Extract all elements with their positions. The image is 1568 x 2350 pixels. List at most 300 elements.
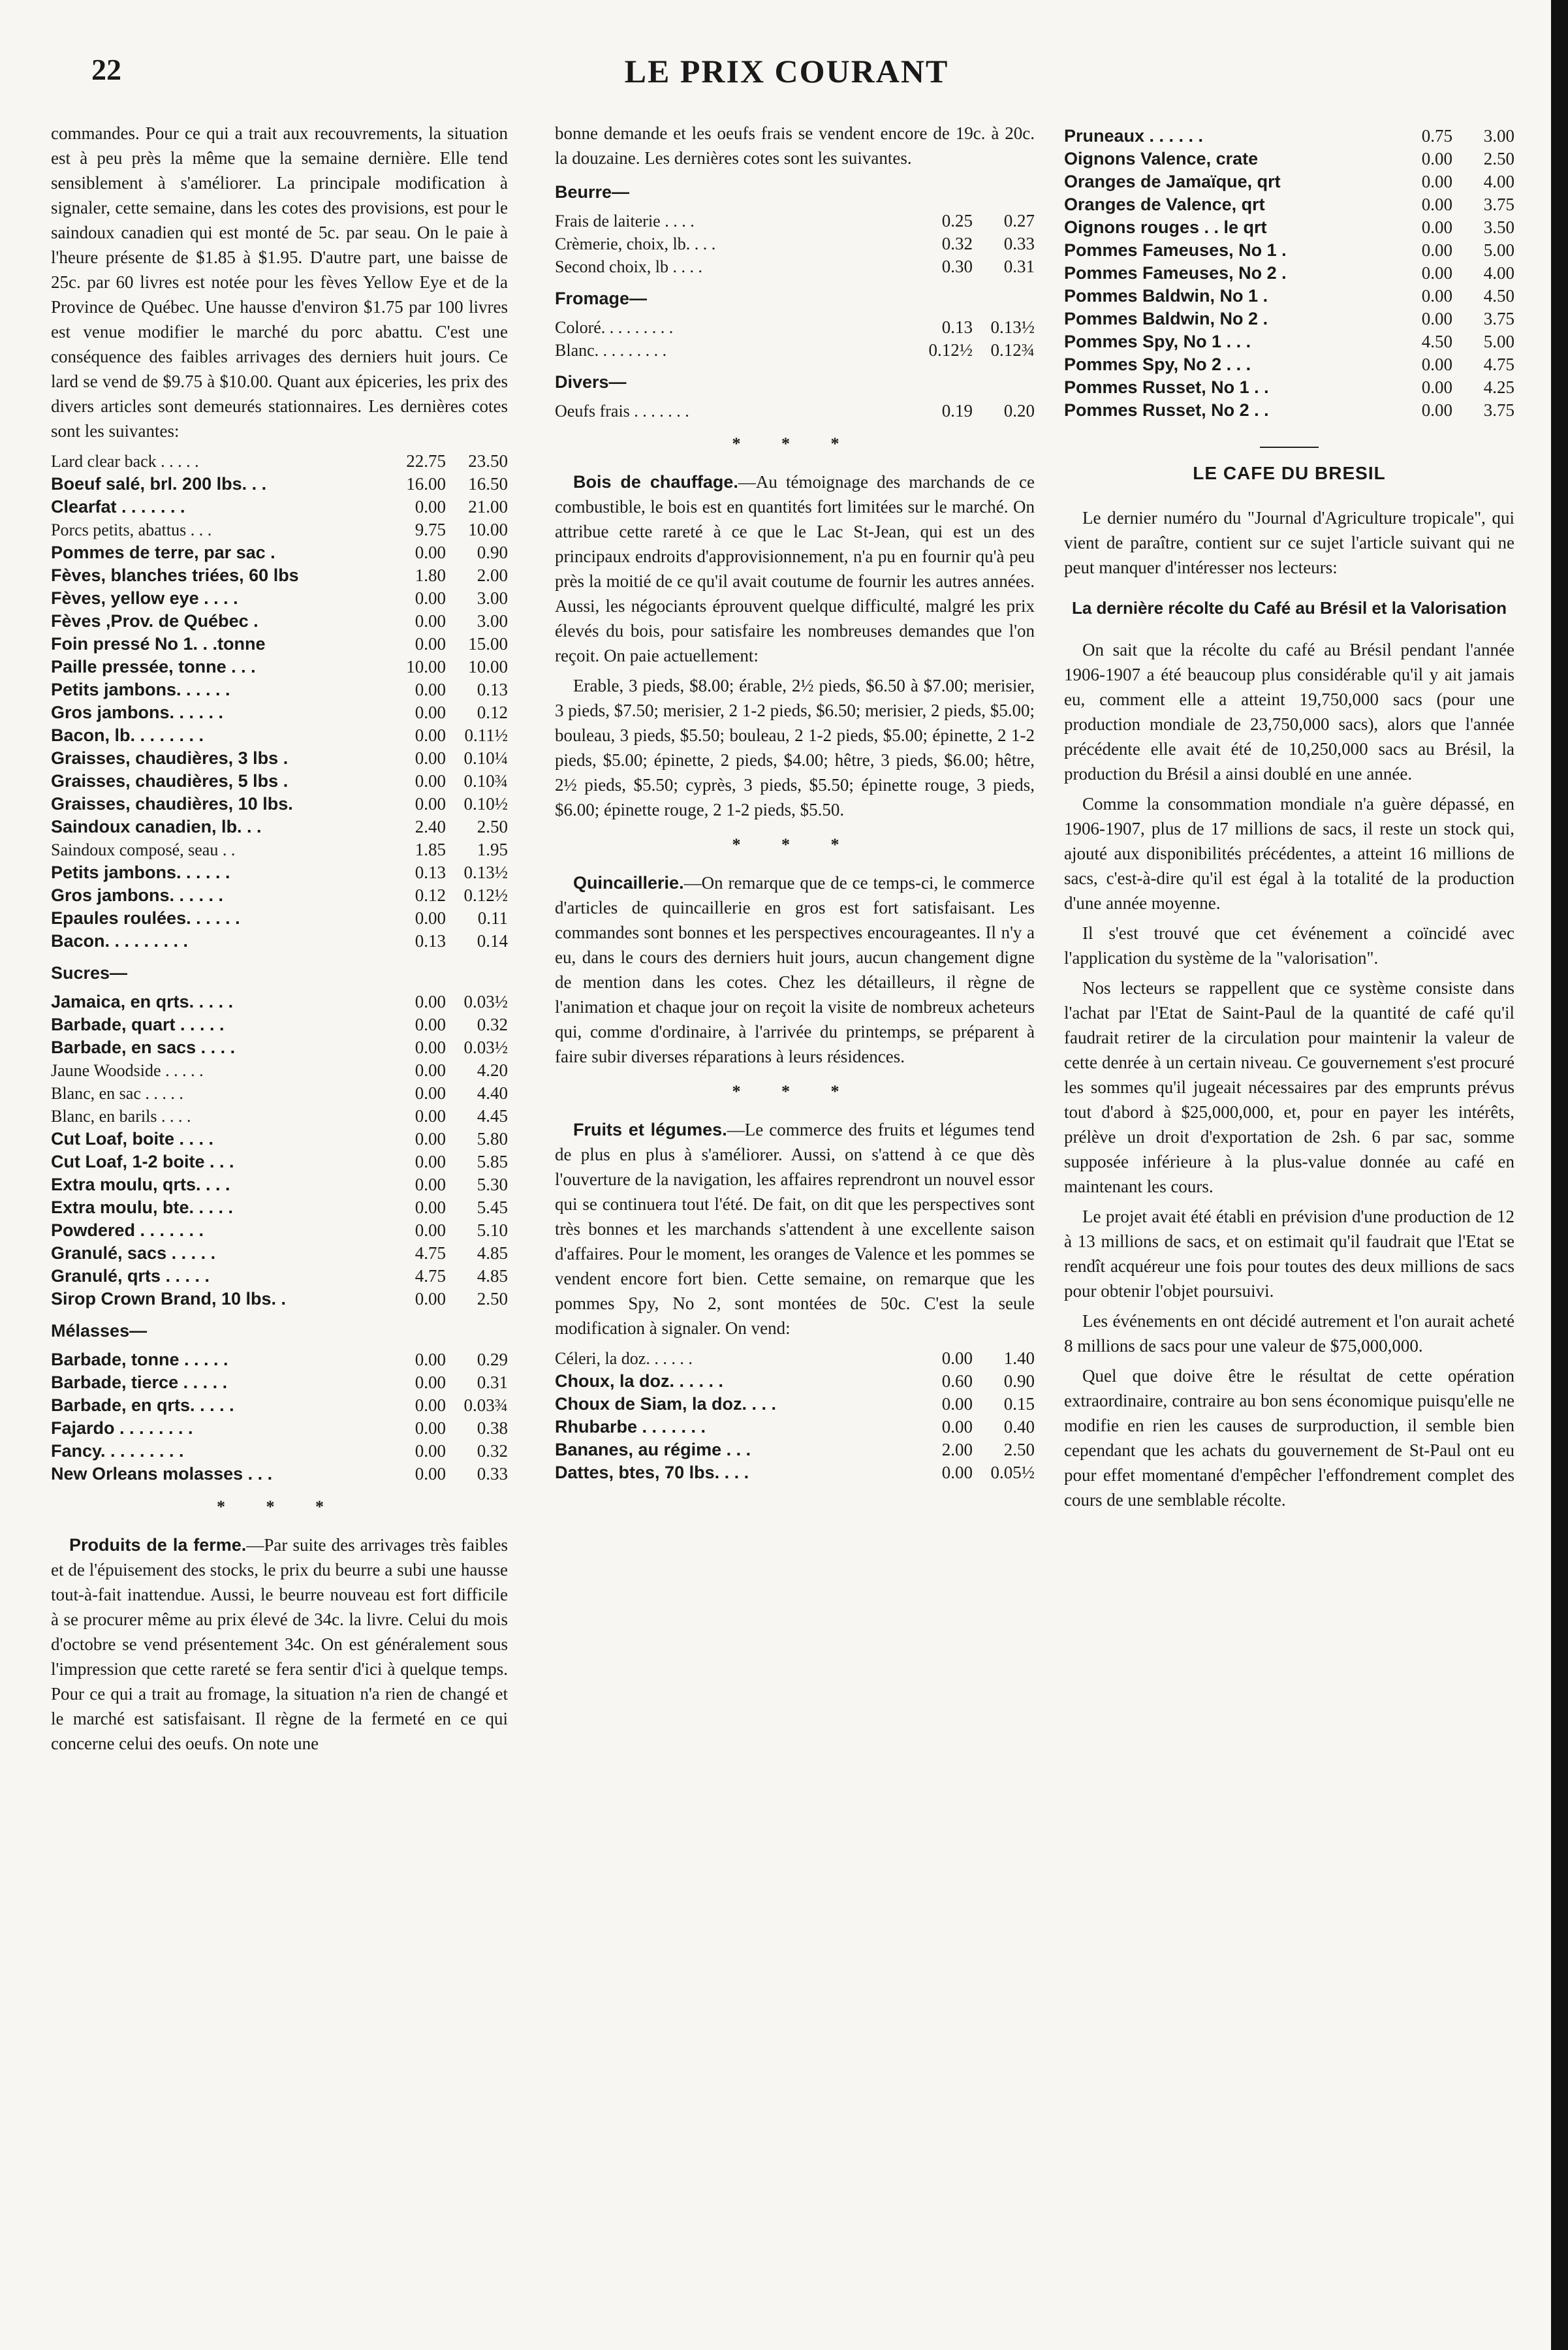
ferme-text: —Par suite des arrivages très faibles et de l'épuisement des stocks, le prix du beurre a subi une hausse tout-à-fait inattendue. Aussi, le beurre nouveau est fort difficile à se procurer même au prix élevé de 34c. la livre. Celui du mois d'octobre se vend présentement 34c. On est généralement sous l'impression que cette rareté se fera sentir d'ici à quelque temps. Pour ce qui a trait au fromage, la situation n'a rien de changé et le marché est satisfaisant. Il règne de la fermeté en ce qui concerne celui des oeufs. On note une: [51, 1535, 508, 1753]
price-low: 0.00: [415, 1175, 446, 1194]
price-row: [1064, 261, 1514, 283]
price-high: 10.00: [468, 657, 508, 676]
price-item-name: Dattes, btes, 70 lbs. . . .: [555, 1463, 749, 1482]
cafe-article-title: LE CAFE DU BRESIL: [1193, 463, 1386, 483]
price-item-name: Fancy. . . . . . . . .: [51, 1441, 184, 1461]
price-high: 0.12¾: [990, 340, 1035, 360]
price-high: 2.50: [1483, 149, 1514, 168]
price-item-name: Graisses, chaudières, 10 lbs.: [51, 794, 293, 814]
divider-rule: [1260, 447, 1319, 448]
price-item-name: Oignons Valence, crate: [1064, 149, 1259, 168]
price-row: [555, 1346, 1035, 1369]
price-row: [1064, 283, 1514, 306]
price-item-name: Rhubarbe . . . . . . .: [555, 1417, 706, 1437]
price-high: 10.00: [468, 520, 508, 539]
price-row: [51, 906, 508, 929]
price-row: [555, 1414, 1035, 1437]
price-item-name: Sirop Crown Brand, 10 lbs. .: [51, 1289, 287, 1309]
price-row: [51, 814, 508, 837]
price-low: 0.00: [1421, 400, 1452, 420]
price-row: [51, 1058, 508, 1081]
price-high: 2.50: [477, 1289, 508, 1309]
price-low: 0.00: [415, 748, 446, 768]
price-row: [555, 315, 1035, 338]
price-item-name: Petits jambons. . . . . .: [51, 680, 230, 699]
price-item-name: Fèves, yellow eye . . . .: [51, 588, 238, 608]
price-row: [51, 471, 508, 494]
price-high: 0.31: [477, 1373, 508, 1392]
price-item-name: Crèmerie, choix, lb. . . .: [555, 234, 716, 253]
price-row: [1064, 169, 1514, 192]
price-high: 4.00: [1483, 172, 1514, 191]
sucres-heading: Sucres—: [51, 963, 128, 983]
price-high: 4.75: [1483, 355, 1514, 374]
fruits-price-list: [1064, 123, 1514, 421]
price-item-name: Pommes Baldwin, No 2 .: [1064, 309, 1268, 328]
price-row: [51, 1393, 508, 1416]
provisions-intro: commandes. Pour ce qui a trait aux recouvrements, la situation est à peu près la même que la semaine dernière. Elle tend sensiblement à s'améliorer. La principale modification à signaler, cette semaine, dans les cotes des provisions, est pour le saindoux canadien qui est monté de 5c. par seau. On le paie à l'heure présente de $1.85 à $1.95. D'autre part, une baisse de 25c. par 60 livres est notée pour les fèves Yellow Eye et de la Province de Québec. Une hausse d'environ $1.75 par 100 livres est venue modifier le marché du porc abattu. C'est une conséquence des faibles arrivages des derniers huit jours. Ce lard se vend de $9.75 à $10.00. Quant aux épiceries, les prix des divers articles sont demeurés stationnaires. Les dernières cotes sont les suivantes:: [51, 123, 508, 441]
price-row: [51, 723, 508, 746]
price-row: [555, 1369, 1035, 1391]
provisions-price-list: [51, 449, 508, 951]
section-separator: * * *: [732, 1082, 858, 1101]
price-high: 0.29: [477, 1350, 508, 1369]
price-low: 22.75: [406, 451, 446, 471]
price-row: [1064, 375, 1514, 398]
price-item-name: Coloré. . . . . . . . .: [555, 318, 674, 337]
price-row: [51, 1286, 508, 1309]
price-high: 2.50: [477, 817, 508, 836]
price-low: 4.50: [1421, 332, 1452, 351]
price-item-name: Epaules roulées. . . . . .: [51, 908, 240, 928]
page-number: 22: [91, 53, 121, 86]
price-low: 0.00: [1421, 286, 1452, 306]
price-item-name: Porcs petits, abattus . . .: [51, 520, 212, 539]
price-row: [51, 1241, 508, 1263]
price-item-name: Pommes Russet, No 1 . .: [1064, 377, 1269, 397]
price-item-name: Barbade, en sacs . . . .: [51, 1038, 236, 1057]
price-item-name: Gros jambons. . . . . .: [51, 703, 224, 722]
price-high: 0.11: [477, 908, 508, 928]
price-item-name: Blanc, en barils . . . .: [51, 1107, 191, 1126]
price-high: 5.00: [1483, 332, 1514, 351]
price-item-name: Choux de Siam, la doz. . . .: [555, 1394, 777, 1414]
price-high: 2.50: [1003, 1440, 1035, 1459]
price-row: [51, 1012, 508, 1035]
price-row: [51, 1347, 508, 1370]
price-item-name: Barbade, tonne . . . . .: [51, 1350, 228, 1369]
column-left: [51, 121, 508, 1761]
price-low: 2.40: [415, 817, 446, 836]
price-item-name: Bananes, au régime . . .: [555, 1440, 751, 1459]
divers-price-list: [555, 398, 1035, 421]
price-high: 5.10: [477, 1220, 508, 1240]
price-low: 0.00: [415, 992, 446, 1011]
price-high: 3.00: [477, 588, 508, 608]
price-row: [51, 883, 508, 906]
cafe-article-body: [1064, 637, 1514, 1512]
price-item-name: Pommes Russet, No 2 . .: [1064, 400, 1269, 420]
price-low: 0.00: [415, 1418, 446, 1438]
article-paragraph: Nos lecteurs se rappellent que ce système consiste dans l'achat par l'Etat de Saint-Paul de la quantité de café qu'il faudrait retirer de la circulation pour maintenir la valeur de cette denrée à un certain niveau. Ce gouvernement s'est procuré les sommes qu'il jugeait nécessaires par des emprunts prévus tout d'abord à $25,000,000, et, pour en payer les intérêts, prélève un droit d'exportation de 2sh. 6 par sac, somme supposée inférieure à la plus-value donnée au café en maintenant les cours.: [1064, 978, 1514, 1196]
price-low: 0.00: [1421, 217, 1452, 237]
article-paragraph: Comme la consommation mondiale n'a guère dépassé, en 1906-1907, plus de 17 millions de sacs, il reste un stock qui, ajouté aux disponibilités précédentes, a atteint 16 millions de sacs, c'est-à-dire qu'il est égal à la totalité de la production d'une année moyenne.: [1064, 794, 1514, 913]
price-item-name: Cut Loaf, boite . . . .: [51, 1129, 213, 1149]
price-low: 0.30: [941, 257, 973, 276]
price-item-name: Petits jambons. . . . . .: [51, 863, 230, 882]
price-low: 0.00: [415, 1441, 446, 1461]
price-item-name: Fèves ,Prov. de Québec .: [51, 611, 259, 631]
price-row: [51, 1370, 508, 1393]
column-middle: [555, 121, 1035, 1487]
price-item-name: Pommes Spy, No 2 . . .: [1064, 355, 1251, 374]
price-item-name: Jaune Woodside . . . . .: [51, 1061, 204, 1080]
price-low: 0.13: [415, 931, 446, 951]
price-low: 0.00: [415, 1289, 446, 1309]
price-item-name: Gros jambons. . . . . .: [51, 885, 224, 905]
price-high: 0.14: [477, 931, 508, 951]
price-low: 1.85: [415, 840, 446, 859]
quincaillerie-lead: Quincaillerie.: [573, 873, 684, 893]
price-item-name: New Orleans molasses . . .: [51, 1464, 273, 1484]
sucres-price-list: [51, 989, 508, 1309]
price-row: [51, 1104, 508, 1126]
price-row: [555, 231, 1035, 254]
bois-text: —Au témoignage des marchands de ce combustible, le bois est en quantités fort limitées sur le marché. On attribue cette rareté à ce que le Lac St-Jean, qui est un des principaux endroits d'approvisionnement, n'a pu en fournir qu'à peu près la moitié de ce qu'il avait coutume de fournir les autres années. Aussi, les négociants éprouvent quelque difficulté, malgré les prix élevés du bois, pour satisfaire les nombreuses demandes que l'on reçoit. On paie actuellement:: [555, 472, 1035, 665]
price-item-name: Barbade, en qrts. . . . .: [51, 1395, 234, 1415]
price-low: 0.00: [415, 1464, 446, 1484]
price-high: 3.50: [1483, 217, 1514, 237]
price-row: [1064, 215, 1514, 238]
price-high: 3.00: [477, 611, 508, 631]
price-high: 4.85: [477, 1266, 508, 1286]
page-header: [85, 46, 1488, 104]
price-item-name: Pommes de terre, par sac .: [51, 543, 275, 562]
price-low: 0.13: [941, 317, 973, 337]
price-item-name: Saindoux canadien, lb. . .: [51, 817, 262, 836]
price-row: [51, 654, 508, 677]
price-low: 0.00: [941, 1394, 973, 1414]
price-row: [51, 700, 508, 723]
price-high: 1.95: [477, 840, 508, 859]
bois-lead: Bois de chauffage.: [573, 472, 738, 492]
price-low: 0.00: [1421, 263, 1452, 283]
price-item-name: Oeufs frais . . . . . . .: [555, 402, 689, 421]
price-item-name: Granulé, qrts . . . . .: [51, 1266, 210, 1286]
price-low: 0.19: [941, 401, 973, 421]
price-high: 0.20: [1003, 401, 1035, 421]
price-row: [51, 1416, 508, 1438]
price-row: [555, 208, 1035, 231]
price-row: [1064, 238, 1514, 261]
price-low: 2.00: [941, 1440, 973, 1459]
price-high: 4.40: [477, 1083, 508, 1103]
price-high: 5.85: [477, 1152, 508, 1171]
price-item-name: Powdered . . . . . . .: [51, 1220, 204, 1240]
price-high: 0.90: [477, 543, 508, 562]
price-item-name: Clearfat . . . . . . .: [51, 497, 185, 516]
price-high: 0.32: [477, 1441, 508, 1461]
price-item-name: Graisses, chaudières, 5 lbs .: [51, 771, 289, 791]
section-separator: * * *: [732, 835, 858, 854]
price-high: 0.11½: [464, 725, 508, 745]
price-item-name: Paille pressée, tonne . . .: [51, 657, 256, 676]
price-high: 0.33: [477, 1464, 508, 1484]
price-item-name: Fajardo . . . . . . . .: [51, 1418, 193, 1438]
price-high: 5.80: [477, 1129, 508, 1149]
price-high: 21.00: [468, 497, 508, 516]
price-high: 0.27: [1003, 211, 1035, 230]
price-low: 1.80: [415, 565, 446, 585]
price-low: 0.00: [941, 1348, 973, 1368]
price-row: [555, 1437, 1035, 1460]
price-high: 5.30: [477, 1175, 508, 1194]
price-high: 3.00: [1483, 126, 1514, 146]
price-row: [1064, 146, 1514, 169]
price-item-name: Boeuf salé, brl. 200 lbs. . .: [51, 474, 267, 494]
price-row: [51, 609, 508, 631]
cafe-article-subtitle: La dernière récolte du Café au Brésil et la Valorisation: [1071, 598, 1507, 618]
price-row: [1064, 192, 1514, 215]
article-paragraph: Le projet avait été établi en prévision d'une production de 12 à 13 millions de sacs, et on estimait qu'il faudrait que l'Etat se rendît acquéreur une fois pour toutes des deux millions de sacs pour obtenir l'objet poursuivi.: [1064, 1207, 1514, 1301]
price-item-name: Bacon. . . . . . . . .: [51, 931, 189, 951]
price-low: 0.00: [415, 680, 446, 699]
price-row: [555, 1460, 1035, 1483]
price-low: 0.12½: [928, 340, 973, 360]
price-high: 0.13½: [990, 317, 1035, 337]
price-low: 0.00: [1421, 149, 1452, 168]
price-low: 0.00: [1421, 309, 1452, 328]
price-item-name: Choux, la doz. . . . . .: [555, 1371, 724, 1391]
price-low: 0.00: [415, 908, 446, 928]
price-low: 0.00: [1421, 377, 1452, 397]
price-row: [51, 494, 508, 517]
fruits-lead: Fruits et légumes.: [573, 1120, 727, 1139]
price-high: 1.40: [1003, 1348, 1035, 1368]
price-low: 0.13: [415, 863, 446, 882]
price-item-name: Saindoux composé, seau . .: [51, 840, 236, 859]
price-low: 0.00: [415, 1395, 446, 1415]
price-high: 15.00: [468, 634, 508, 654]
price-item-name: Graisses, chaudières, 3 lbs .: [51, 748, 289, 768]
price-high: 5.00: [1483, 240, 1514, 260]
price-item-name: Pommes Baldwin, No 1 .: [1064, 286, 1268, 306]
price-low: 0.00: [1421, 240, 1452, 260]
price-low: 0.00: [415, 1038, 446, 1057]
price-row: [51, 1126, 508, 1149]
price-row: [51, 989, 508, 1012]
price-row: [51, 631, 508, 654]
price-high: 4.20: [477, 1060, 508, 1080]
price-high: 0.13: [477, 680, 508, 699]
price-high: 23.50: [468, 451, 508, 471]
ferme-article: [51, 1532, 508, 1756]
price-high: 5.45: [477, 1198, 508, 1217]
price-low: 0.00: [415, 1060, 446, 1080]
price-high: 3.75: [1483, 309, 1514, 328]
price-low: 0.00: [415, 703, 446, 722]
price-low: 0.00: [1421, 195, 1452, 214]
price-high: 0.12½: [463, 885, 508, 905]
price-high: 0.38: [477, 1418, 508, 1438]
price-item-name: Extra moulu, qrts. . . .: [51, 1175, 230, 1194]
article-paragraph: Quel que doive être le résultat de cette opération extraordinaire, contraire au bon sens économique puisqu'elle ne modifie en rien les causes de surproduction, il semble bien cependant que les achats du gouvernement de St-Paul ont eu pour effet momentané d'empêcher l'effondrement complet des cours de une semblable récolte.: [1064, 1366, 1514, 1510]
price-low: 0.32: [941, 234, 973, 253]
price-low: 0.00: [415, 543, 446, 562]
price-high: 0.13½: [463, 863, 508, 882]
price-high: 0.05½: [990, 1463, 1035, 1482]
fromage-price-list: [555, 315, 1035, 360]
price-row: [51, 563, 508, 586]
price-low: 9.75: [415, 520, 446, 539]
oeufs-intro: bonne demande et les oeufs frais se vendent encore de 19c. à 20c. la douzaine. Les dernières cotes sont les suivantes.: [555, 123, 1035, 168]
price-high: 0.03½: [463, 1038, 508, 1057]
price-row: [1064, 352, 1514, 375]
price-row: [51, 769, 508, 791]
price-high: 0.15: [1003, 1394, 1035, 1414]
price-row: [51, 677, 508, 700]
price-low: 0.00: [415, 1083, 446, 1103]
price-low: 0.00: [415, 1220, 446, 1240]
price-high: 0.03¾: [463, 1395, 508, 1415]
price-low: 0.00: [415, 771, 446, 791]
beurre-price-list: [555, 208, 1035, 277]
ferme-lead: Produits de la ferme.: [69, 1535, 247, 1555]
price-item-name: Extra moulu, bte. . . . .: [51, 1198, 234, 1217]
price-item-name: Foin pressé No 1. . .tonne: [51, 634, 266, 654]
price-row: [51, 1149, 508, 1172]
price-item-name: Cut Loaf, 1-2 boite . . .: [51, 1152, 234, 1171]
price-low: 0.00: [415, 1350, 446, 1369]
price-row: [51, 746, 508, 769]
fruits-text: —Le commerce des fruits et légumes tend de plus en plus à s'améliorer. Aussi, on s'attend à ce que dès l'ouverture de la navigation, les affaires reprendront un nouvel essor qui se continuera tout l'été. De fait, on dit que les perspectives sont très bonnes et les marchands s'attendent à une excellente saison d'affaires. Pour le moment, les oranges de Valence et les pommes se vendent encore fort bien. Cette semaine, on remarque que les pommes Spy, No 2, sont montées de 50c. C'est la seule modification à signaler. On vend:: [555, 1120, 1035, 1338]
price-item-name: Barbade, quart . . . . .: [51, 1015, 225, 1034]
article-paragraph: On sait que la récolte du café au Brésil pendant l'année 1906-1907 a été beaucoup plus considérable qu'il y ait jamais eu, comment elle a atteint 19,750,000 sacs (pour une production mondiale de 23,750,000 sacs), alors que l'année précédente elle avait été de 10,250,000 sacs au Brésil, la production du Brésil a ainsi doublé en une année.: [1064, 640, 1514, 784]
price-item-name: Frais de laiterie . . . .: [555, 212, 695, 230]
price-row: [555, 398, 1035, 421]
price-high: 0.31: [1003, 257, 1035, 276]
price-high: 0.12: [477, 703, 508, 722]
price-item-name: Pommes Fameuses, No 2 .: [1064, 263, 1287, 283]
fromage-heading: Fromage—: [555, 289, 648, 308]
bois-article: [555, 469, 1035, 668]
price-low: 4.75: [415, 1243, 446, 1263]
price-low: 0.00: [415, 497, 446, 516]
price-low: 0.00: [1421, 172, 1452, 191]
melasses-heading: Mélasses—: [51, 1321, 148, 1341]
legumes-price-list: [555, 1346, 1035, 1483]
price-low: 10.00: [406, 657, 446, 676]
price-item-name: Oranges de Jamaïque, qrt: [1064, 172, 1281, 191]
price-row: [51, 586, 508, 609]
price-low: 0.00: [415, 1373, 446, 1392]
price-row: [1064, 329, 1514, 352]
price-row: [51, 1461, 508, 1484]
price-row: [51, 929, 508, 951]
bois-prices: Erable, 3 pieds, $8.00; érable, 2½ pieds, $6.50 à $7.00; merisier, 3 pieds, $7.50; merisier, 2 1-2 pieds, $6.50; merisier, 2 pieds, $5.00; bouleau, 3 pieds, $5.50; bouleau, 2 1-2 pieds, $5.00; épinette, 2 1-2 pieds, $5.00; épinette, 2 pieds, $4.00; hêtre, 3 pieds, $6.00; hêtre, 2½ pieds, $5.50; cyprès, 3 pieds, $5.50; épinette rouge, 3 pieds, $6.00; épinette rouge, 2 1-2 pieds, $5.50.: [555, 676, 1035, 819]
rule-wrap: [1064, 447, 1514, 448]
section-separator: * * *: [732, 434, 858, 453]
price-row: [1064, 306, 1514, 329]
price-row: [555, 1391, 1035, 1414]
price-item-name: Second choix, lb . . . .: [555, 257, 703, 276]
price-row: [555, 338, 1035, 360]
quincaillerie-article: [555, 870, 1035, 1069]
price-item-name: Jamaica, en qrts. . . . .: [51, 992, 234, 1011]
price-low: 0.00: [415, 634, 446, 654]
price-row: [51, 540, 508, 563]
price-low: 16.00: [406, 474, 446, 494]
divers-heading: Divers—: [555, 372, 627, 392]
price-item-name: Céleri, la doz. . . . . .: [555, 1349, 693, 1368]
price-row: [51, 517, 508, 540]
price-high: 3.75: [1483, 195, 1514, 214]
price-item-name: Pommes Spy, No 1 . . .: [1064, 332, 1251, 351]
price-item-name: Bacon, lb. . . . . . . .: [51, 725, 204, 745]
price-low: 0.00: [415, 725, 446, 745]
price-low: 0.00: [415, 794, 446, 814]
article-paragraph: Il s'est trouvé que cet événement a coïncidé avec l'application du système de la "valorisation".: [1064, 923, 1514, 968]
price-item-name: Fèves, blanches triées, 60 lbs: [51, 565, 299, 585]
price-high: 4.85: [477, 1243, 508, 1263]
price-high: 0.32: [477, 1015, 508, 1034]
price-high: 0.10½: [463, 794, 508, 814]
price-low: 0.00: [415, 1015, 446, 1034]
price-low: 4.75: [415, 1266, 446, 1286]
price-high: 4.45: [477, 1106, 508, 1126]
price-low: 0.00: [415, 611, 446, 631]
journal-title: LE PRIX COURANT: [624, 53, 949, 89]
price-row: [51, 449, 508, 471]
price-row: [51, 837, 508, 860]
price-high: 2.00: [477, 565, 508, 585]
price-item-name: Granulé, sacs . . . . .: [51, 1243, 216, 1263]
price-item-name: Lard clear back . . . . .: [51, 452, 199, 471]
price-low: 0.00: [415, 1198, 446, 1217]
price-high: 0.33: [1003, 234, 1035, 253]
price-low: 0.00: [415, 588, 446, 608]
price-low: 0.00: [415, 1106, 446, 1126]
beurre-heading: Beurre—: [555, 182, 630, 202]
price-high: 0.90: [1003, 1371, 1035, 1391]
price-high: 16.50: [468, 474, 508, 494]
price-row: [555, 254, 1035, 277]
section-separator: * * *: [217, 1497, 342, 1516]
price-row: [51, 1218, 508, 1241]
price-low: 0.00: [1421, 355, 1452, 374]
quincaillerie-text: —On remarque que de ce temps-ci, le commerce d'articles de quincaillerie en gros est fort satisfaisant. Les commandes sont bonnes et les perspectives encourageantes. Il n'y a eu, dans le cours des derniers huit jours, aucun changement digne de mention dans les cotes. Chez les détailleurs, il règne de l'animation et chaque jour on reçoit la visite de nombreux acheteurs qui, comme d'ordinaire, à l'arrivée du printemps, se préparent à faire subir diverses réparations à leurs résidences.: [555, 873, 1035, 1066]
price-item-name: Barbade, tierce . . . . .: [51, 1373, 228, 1392]
price-high: 3.75: [1483, 400, 1514, 420]
price-high: 0.10¼: [463, 748, 508, 768]
price-row: [51, 860, 508, 883]
price-high: 0.40: [1003, 1417, 1035, 1437]
melasses-price-list: [51, 1347, 508, 1484]
price-row: [51, 1081, 508, 1104]
price-row: [51, 1263, 508, 1286]
cafe-intro: Le dernier numéro du "Journal d'Agriculture tropicale", qui vient de paraître, contient sur ce sujet l'article suivant qui ne peut manquer d'intéresser nos lecteurs:: [1064, 508, 1514, 577]
price-low: 0.00: [415, 1152, 446, 1171]
price-high: 4.25: [1483, 377, 1514, 397]
price-item-name: Pruneaux . . . . . .: [1064, 126, 1204, 146]
price-item-name: Blanc. . . . . . . . .: [555, 341, 667, 360]
price-row: [1064, 398, 1514, 421]
fruits-article: [555, 1117, 1035, 1341]
column-right: [1064, 121, 1514, 1517]
price-row: [1064, 123, 1514, 146]
price-high: 4.00: [1483, 263, 1514, 283]
price-row: [51, 791, 508, 814]
